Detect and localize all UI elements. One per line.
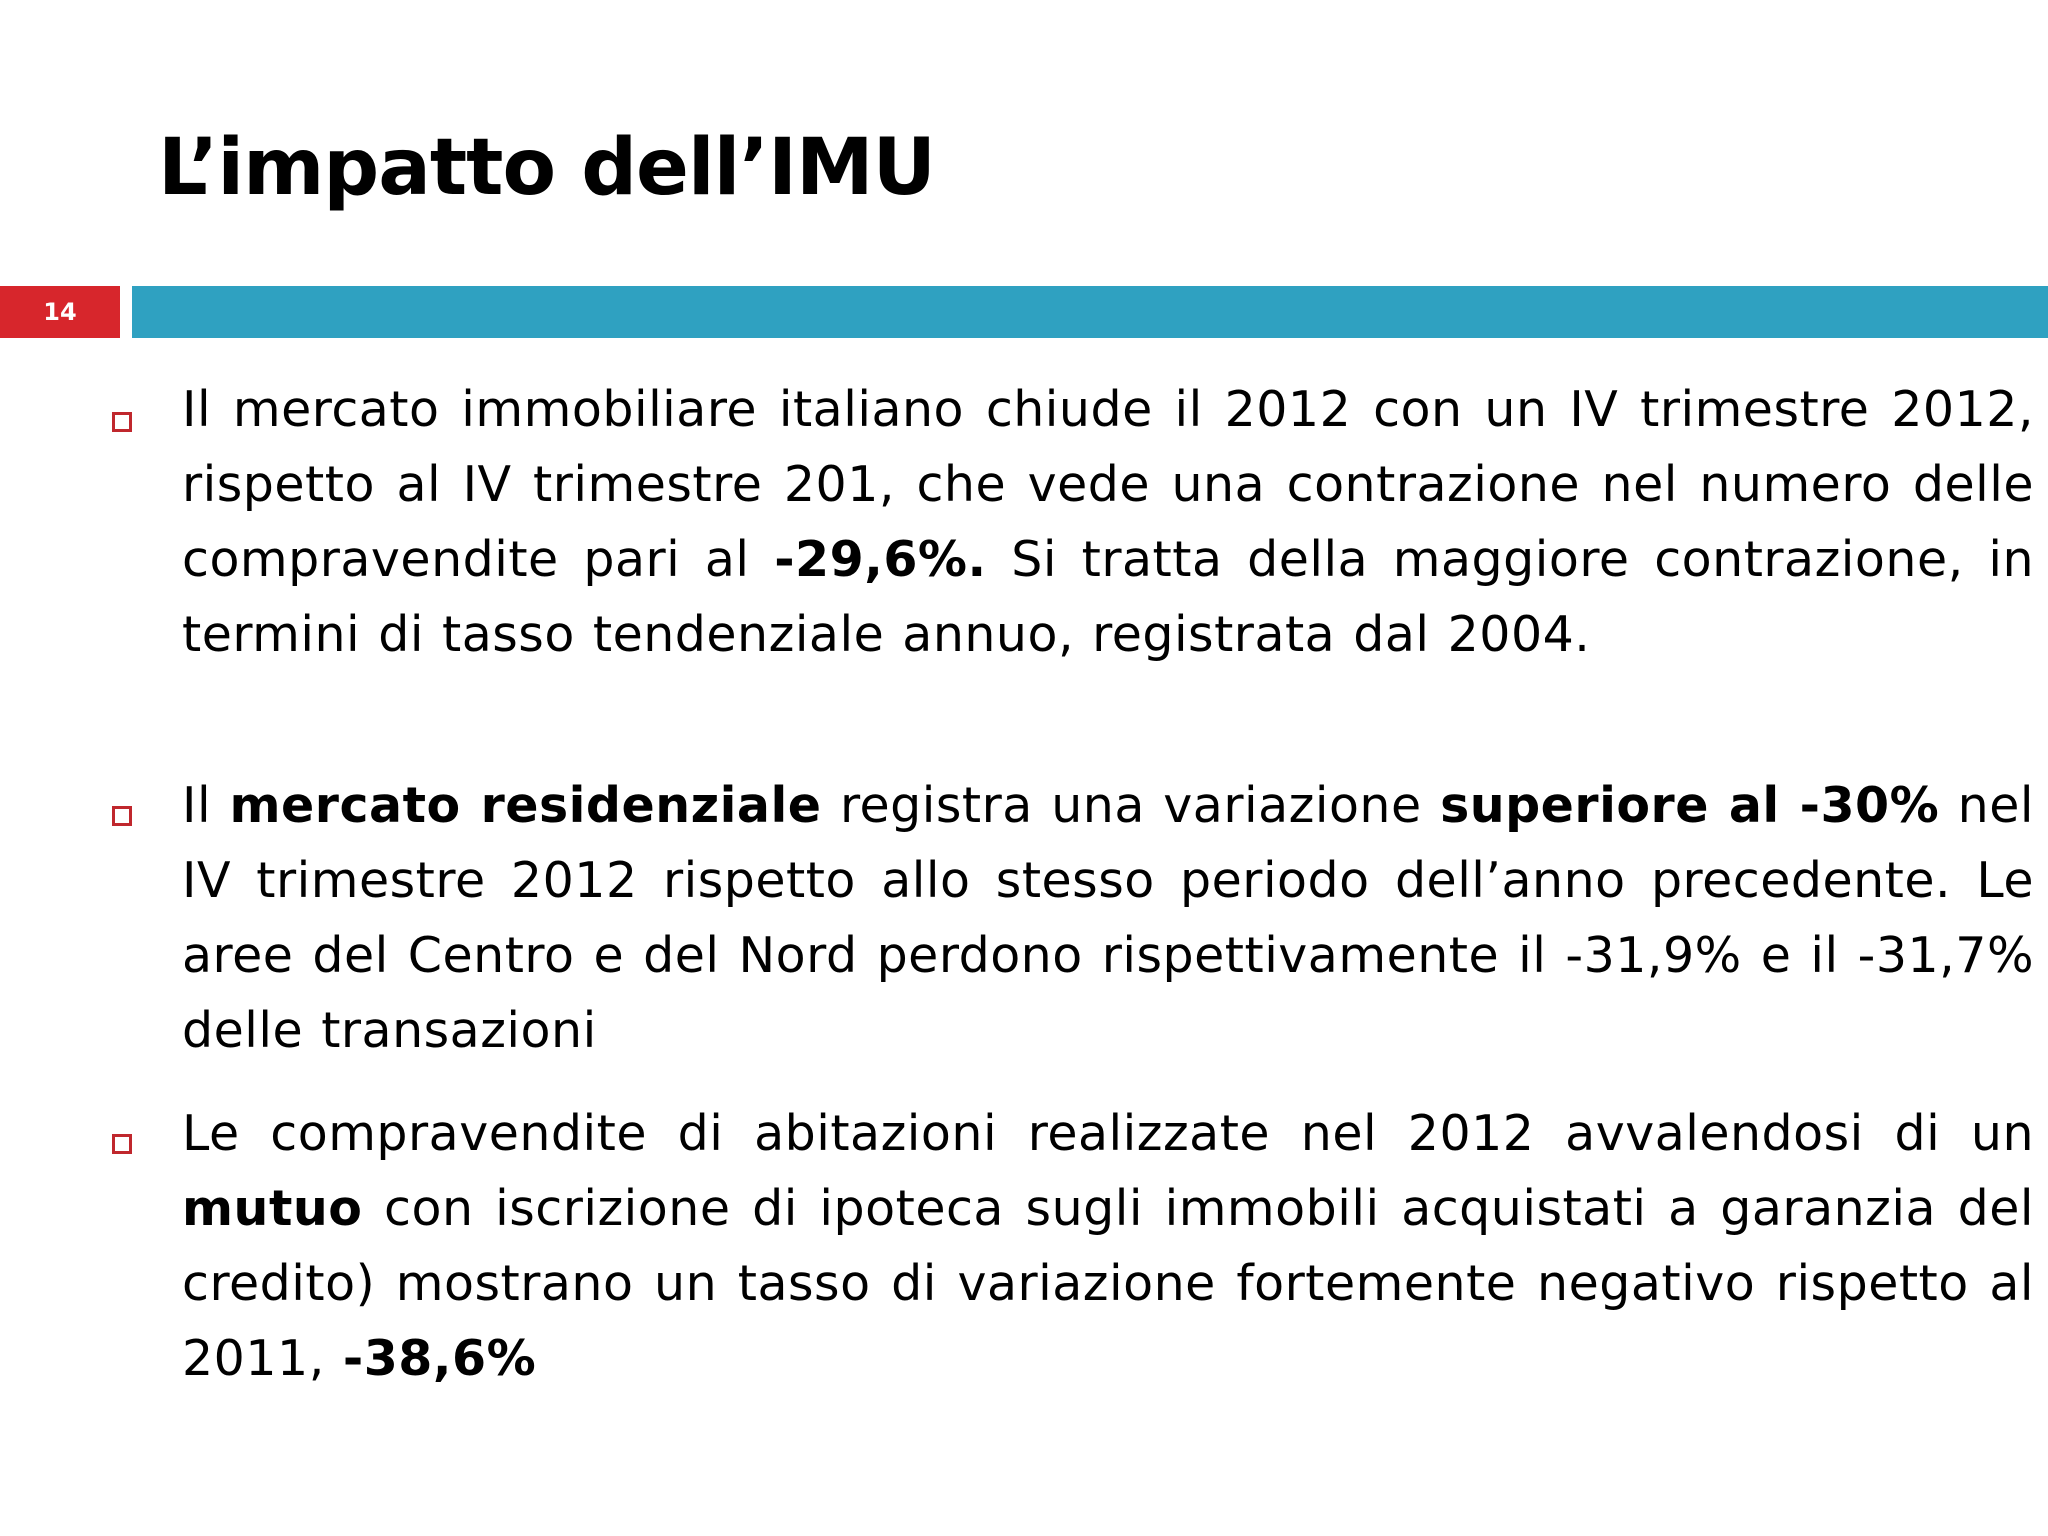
bullet-text-segment: Le compravendite di abitazioni realizzate nel 2012 avvalendosi di un [182, 1105, 2034, 1162]
square-bullet-icon [112, 806, 132, 826]
bullet-text [182, 768, 2034, 1068]
slide-title: L’impatto dell’IMU [158, 123, 936, 213]
bullet-text-segment: con iscrizione di ipoteca sugli immobili acquistati a garanzia del credito) mostrano un tasso di variazione fortemente negativo rispetto al 2011, [182, 1180, 2034, 1387]
bullet-text-segment: Il mercato immobiliare italiano chiude il 2012 con un IV trimestre 2012, rispetto al IV trimestre 201, che vede una contrazione nel numero delle compravendite pari al [182, 381, 2034, 588]
bullet-text-segment: -29,6%. [774, 531, 987, 588]
bullet-text-segment: mercato residenziale [229, 777, 822, 834]
page-number: 14 [43, 298, 77, 326]
header-divider-bar [132, 286, 2048, 338]
page-number-badge [0, 286, 120, 338]
bullet-text-segment: mutuo [182, 1180, 363, 1237]
bullet-text [182, 372, 2034, 672]
square-bullet-icon [112, 412, 132, 432]
bullet-text-segment: -38,6% [342, 1330, 537, 1387]
square-bullet-icon [112, 1134, 132, 1154]
bullet-text-segment: Il [182, 777, 230, 834]
bullet-text [182, 1096, 2034, 1396]
bullet-text-segment: superiore al -30% [1440, 777, 1940, 834]
bullet-text-segment: Si tratta della maggiore contrazione, in termini di tasso tendenziale annuo, registrata dal 2004. [182, 531, 2034, 663]
bullet-text-segment: nel IV trimestre 2012 rispetto allo stesso periodo dell’anno precedente. Le aree del Centro e del Nord perdono rispettivamente il -31,9% e il -31,7% delle transazioni [182, 777, 2034, 1059]
bullet-text-segment: registra una variazione [821, 777, 1441, 834]
